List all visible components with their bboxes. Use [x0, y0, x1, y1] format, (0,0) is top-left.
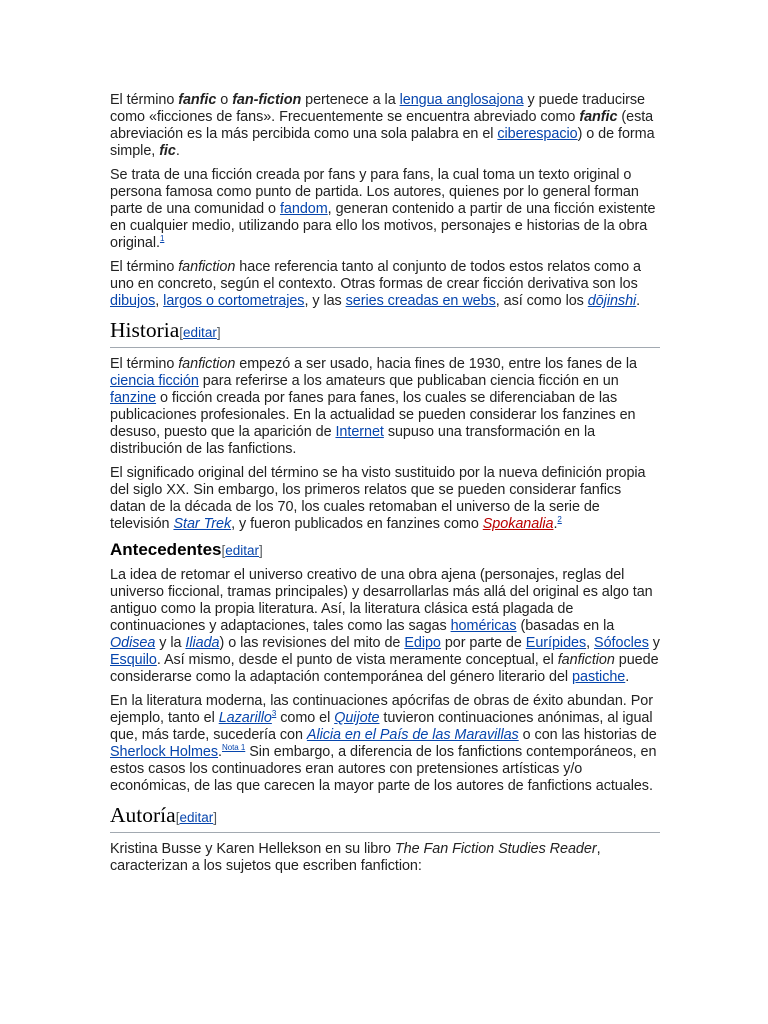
edit-bracket-close: ]: [259, 543, 263, 558]
link-dojinshi[interactable]: dōjinshi: [587, 293, 637, 309]
text-run: , así como los: [495, 293, 588, 309]
section-title-historia: Historia: [110, 318, 180, 342]
emphasized-term: fanfic: [178, 92, 217, 108]
text-run: o con las historias de: [518, 727, 657, 743]
text-run: .: [636, 293, 641, 309]
text-run: . Así mismo, desde el punto de vista meramente conceptual, el: [156, 652, 558, 668]
edit-bracket-open: [: [221, 543, 226, 558]
edit-bracket-close: ]: [213, 810, 217, 825]
text-run: .: [625, 669, 630, 685]
historia-paragraph-2: [110, 465, 660, 533]
text-run: , y las: [304, 293, 346, 309]
link-homericas[interactable]: homéricas: [450, 618, 517, 634]
link-lazarillo[interactable]: Lazarillo: [218, 710, 272, 726]
edit-section-autoria: [176, 810, 217, 825]
intro-paragraph-3: [110, 259, 660, 310]
text-run: , caracterizan a los sujetos que escriben fanfiction:: [110, 841, 601, 874]
text-run: En la literatura moderna, las continuaciones apócrifas de obras de éxito abundan. Por ejemplo, tanto el: [110, 693, 653, 726]
text-run: .: [553, 516, 558, 532]
text-run: tuvieron continuaciones anónimas, al igual que, más tarde, sucedería con: [110, 710, 653, 743]
link-esquilo[interactable]: Esquilo: [110, 652, 157, 668]
text-run: El término: [110, 356, 179, 372]
reference-1: [160, 234, 164, 243]
link-ciencia-ficcion[interactable]: ciencia ficción: [110, 373, 199, 389]
link-fandom[interactable]: fandom: [279, 201, 328, 217]
text-run: ,: [586, 635, 595, 651]
emphasized-term: The Fan Fiction Studies Reader: [394, 841, 597, 857]
text-run: y puede traducirse como «ficciones de fans». Frecuentemente se encuentra abreviado como: [110, 92, 645, 125]
historia-paragraph-1: [110, 356, 660, 458]
text-run: Kristina Busse y Karen Hellekson en su libro: [110, 841, 395, 857]
text-run: El término: [110, 92, 179, 108]
text-run: y: [648, 635, 660, 651]
text-run: .: [218, 744, 222, 760]
text-run: puede considerarse como la adaptación contemporánea del género literario del: [110, 652, 659, 685]
reference-2: [557, 515, 561, 524]
link-dibujos[interactable]: dibujos: [110, 293, 156, 309]
link-quijote[interactable]: Quijote: [334, 710, 380, 726]
reference-3-link[interactable]: 3: [271, 709, 277, 719]
text-run: y la: [155, 635, 186, 651]
section-heading-autoria: [110, 802, 660, 833]
text-run: Sin embargo, a diferencia de los fanfictions contemporáneos, en estos casos los continuadores eran autores con pretensiones artísticas y/o económicas, de las que carecen la mayor parte de los autores de fanfictions actuales.: [110, 744, 657, 794]
text-run: ) o las revisiones del mito de: [219, 635, 405, 651]
emphasized-term: fanfiction: [557, 652, 615, 668]
text-run: (basadas en la: [516, 618, 615, 634]
link-euripides[interactable]: Eurípides: [525, 635, 587, 651]
link-internet[interactable]: Internet: [335, 424, 384, 440]
text-run: empezó a ser usado, hacia fines de 1930, entre los fanes de la: [235, 356, 637, 372]
section-heading-historia: [110, 317, 660, 348]
text-run: , y fueron publicados en fanzines como: [231, 516, 483, 532]
reference-1-link[interactable]: 1: [159, 234, 165, 244]
link-lengua-anglosajona[interactable]: lengua anglosajona: [399, 92, 524, 108]
link-sherlock-holmes[interactable]: Sherlock Holmes: [110, 744, 219, 760]
text-run: , generan contenido a partir de una ficción existente en cualquier medio, utilizando para ello los motivos, personajes e historias de la obra original.: [110, 201, 656, 251]
note-1-link[interactable]: Nota 1: [221, 743, 246, 753]
text-run: .: [175, 143, 180, 159]
text-run: hace referencia tanto al conjunto de todos estos relatos como a uno en concreto, según el contexto. Otras formas de crear ficción derivativa son los: [110, 259, 641, 292]
text-run: por parte de: [440, 635, 526, 651]
link-star-trek[interactable]: Star Trek: [173, 516, 232, 532]
edit-link-antecedentes[interactable]: editar: [225, 543, 260, 558]
text-run: pertenece a la: [301, 92, 400, 108]
intro-paragraph-1: [110, 92, 660, 160]
edit-section-antecedentes: [221, 543, 262, 558]
text-run: como el: [276, 710, 335, 726]
link-iliada[interactable]: Iliada: [185, 635, 220, 651]
text-run: Se trata de una ficción creada por fans y para fans, la cual toma un texto original o persona famosa como punto de partida. Los autores, quienes por lo general forman parte de una comunidad o: [110, 167, 639, 217]
link-fanzine[interactable]: fanzine: [110, 390, 157, 406]
link-alicia-en-el-pais-de-las-maravillas[interactable]: Alicia en el País de las Maravillas: [306, 727, 519, 743]
text-run: o ficción creada por fanes para fanes, los cuales se diferenciaban de las publicaciones profesionales. En la actualidad se pueden considerar los fanzines en desuso, puesto que la aparición de: [110, 390, 636, 440]
link-ciberespacio[interactable]: ciberespacio: [497, 126, 578, 142]
edit-link-autoria[interactable]: editar: [179, 810, 214, 825]
emphasized-term: fanfic: [579, 109, 618, 125]
text-run: para referirse a los amateurs que publicaban ciencia ficción en un: [198, 373, 619, 389]
reference-2-link[interactable]: 2: [557, 515, 562, 525]
edit-link-historia[interactable]: editar: [183, 325, 217, 340]
note-1: [222, 743, 245, 752]
intro-paragraph-2: [110, 167, 660, 252]
edit-bracket-close: ]: [216, 325, 221, 340]
edit-section-historia: [179, 325, 220, 340]
link-spokanalia[interactable]: Spokanalia: [482, 516, 554, 532]
text-run: El término: [110, 259, 179, 275]
text-run: o: [216, 92, 233, 108]
link-sofocles[interactable]: Sófocles: [594, 635, 649, 651]
link-edipo[interactable]: Edipo: [404, 635, 441, 651]
text-run: ,: [155, 293, 164, 309]
emphasized-term: fanfiction: [178, 259, 236, 275]
emphasized-term: fanfiction: [178, 356, 236, 372]
text-run: La idea de retomar el universo creativo de una obra ajena (personajes, reglas del universo ficcional, tramas principales) y desarrollarlas más allá del original es algo tan antiguo como la propia literatura. Así, la literatura clásica está plagada de continuaciones y adaptaciones, tales como las sagas: [110, 567, 653, 634]
edit-bracket-open: [: [179, 325, 184, 340]
section-heading-antecedentes: [110, 540, 660, 561]
antecedentes-paragraph-1: [110, 567, 660, 686]
edit-bracket-open: [: [175, 810, 180, 825]
link-series-creadas-en-webs[interactable]: series creadas en webs: [345, 293, 496, 309]
link-odisea[interactable]: Odisea: [110, 635, 156, 651]
emphasized-term: fan-fiction: [232, 92, 302, 108]
link-largos-o-cortometrajes[interactable]: largos o cortometrajes: [163, 293, 305, 309]
section-title-autoria: Autoría: [110, 803, 176, 827]
text-run: ) o de forma simple,: [110, 126, 655, 159]
antecedentes-paragraph-2: [110, 693, 660, 795]
text-run: (esta abreviación es la más percibida como una sola palabra en el: [110, 109, 654, 142]
emphasized-term: fic: [159, 143, 176, 159]
article-body: [110, 92, 660, 882]
text-run: supuso una transformación en la distribución de las fanfictions.: [110, 424, 596, 457]
autoria-paragraph-1: [110, 841, 660, 875]
section-title-antecedentes: Antecedentes: [110, 540, 222, 559]
link-pastiche[interactable]: pastiche: [572, 669, 626, 685]
text-run: El significado original del término se ha visto sustituido por la nueva definición propia del siglo XX. Sin embargo, los primeros relatos que se pueden considerar fanfics datan de la década de los 70, los cuales retomaban el universo de la serie de televisión: [110, 465, 646, 532]
